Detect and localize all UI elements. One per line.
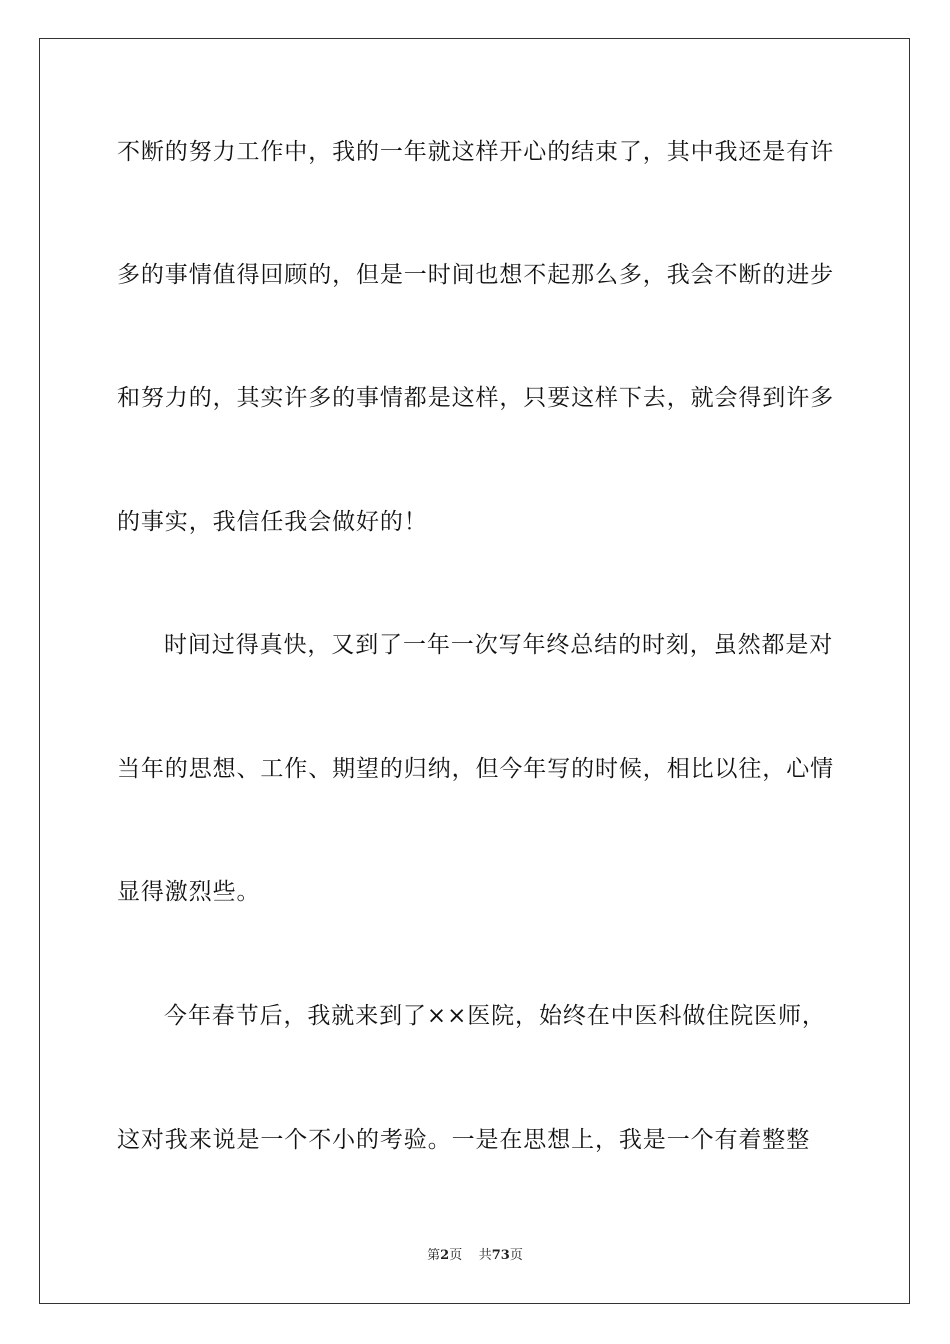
text-line: 当年的思想、工作、期望的归纳，但今年写的时候，相比以往，心情 bbox=[117, 756, 834, 782]
text-line: 多的事情值得回顾的，但是一时间也想不起那么多，我会不断的进步 bbox=[117, 262, 834, 288]
page-suffix: 页 bbox=[449, 1248, 463, 1263]
page-prefix: 第 bbox=[427, 1248, 441, 1263]
text-line: 显得激烈些。 bbox=[117, 879, 261, 905]
total-suffix: 页 bbox=[509, 1248, 523, 1263]
text-line: 这对我来说是一个不小的考验。一是在思想上，我是一个有着整整 bbox=[117, 1127, 811, 1153]
text-line: 今年春节后，我就来到了××医院，始终在中医科做住院医师， bbox=[164, 1003, 826, 1029]
text-line: 不断的努力工作中，我的一年就这样开心的结束了，其中我还是有许 bbox=[117, 139, 834, 165]
text-line: 的事实，我信任我会做好的！ bbox=[117, 509, 428, 535]
page-border bbox=[39, 38, 910, 1304]
text-line: 时间过得真快，又到了一年一次写年终总结的时刻，虽然都是对 bbox=[164, 632, 834, 658]
total-pages: 73 bbox=[491, 1248, 510, 1263]
text-line: 和努力的，其实许多的事情都是这样，只要这样下去，就会得到许多 bbox=[117, 385, 834, 411]
page-footer bbox=[0, 1247, 950, 1265]
total-prefix: 共 bbox=[478, 1248, 492, 1263]
page-number: 2 bbox=[440, 1248, 450, 1263]
